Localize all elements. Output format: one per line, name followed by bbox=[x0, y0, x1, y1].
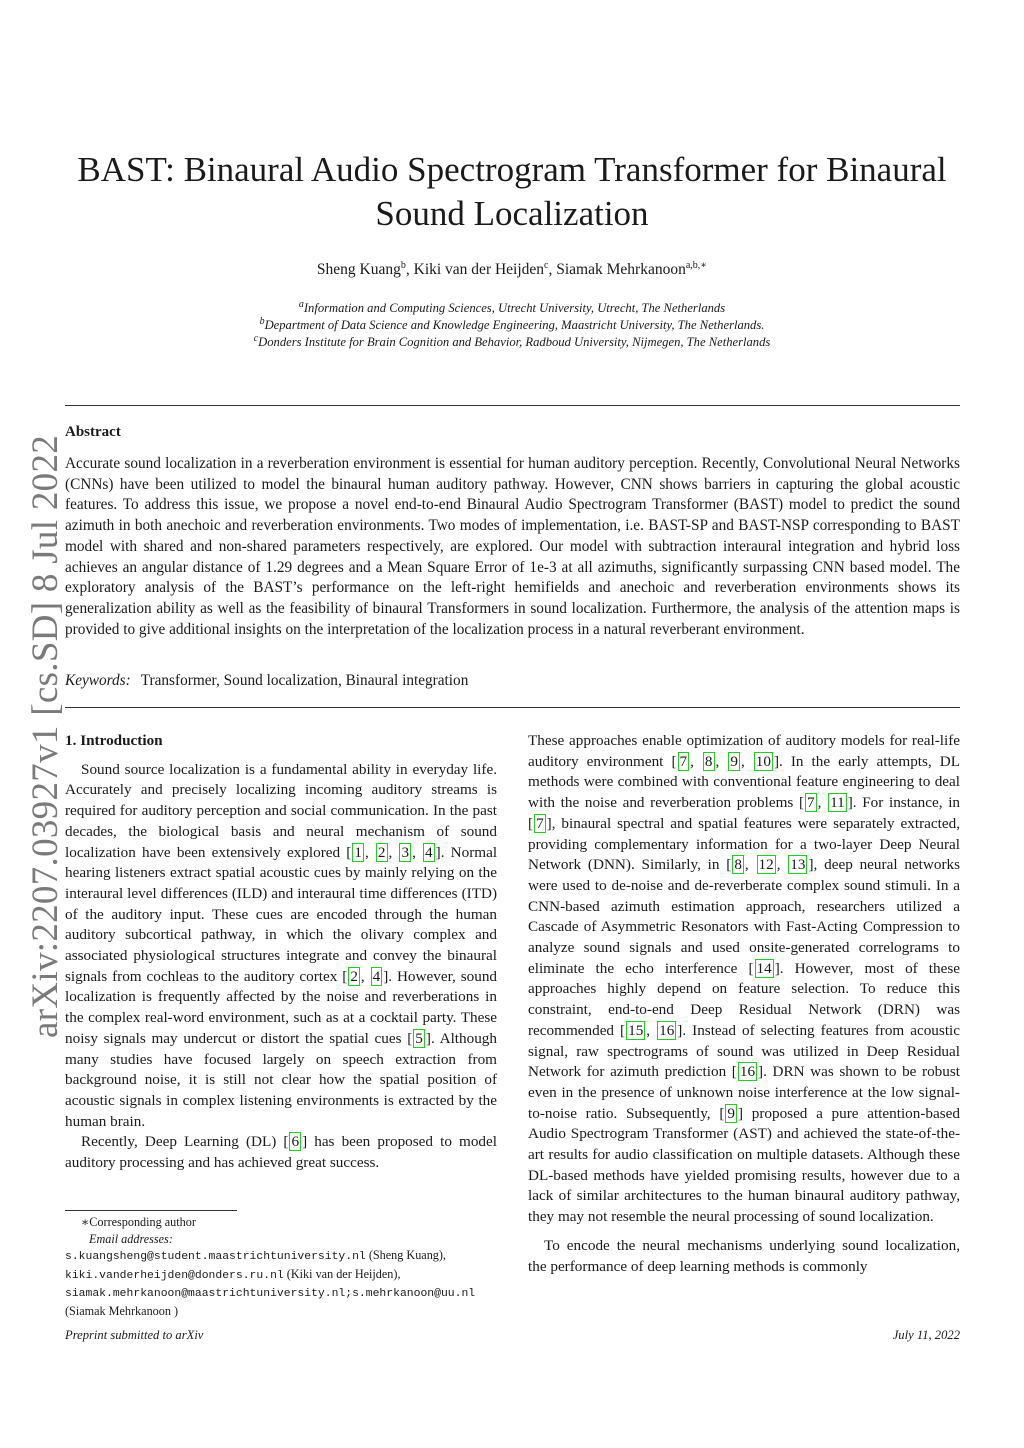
corresponding-note: ∗Corresponding author bbox=[81, 1215, 196, 1229]
abstract-text: Accurate sound localization in a reverberation environment is essential for human auditory perception. Recently, Convolutional Neural Networks (CNNs) have been utilized to model the binaural human auditory pathway. However, CNN shows barriers in capturing the global acoustic features. To address this issue, we propose a novel end-to-end Binaural Audio Spectrogram Transformer (BAST) model to predict the sound azimuth in both anechoic and reverberation environments. Two modes of implementation, i.e. BAST-SP and BAST-NSP corresponding to BAST model with shared and non-shared parameters respectively, are explored. Our model with subtraction interaural integration and hybrid loss achieves an angular distance of 1.29 degrees and a Mean Square Error of 1e-3 at all azimuths, significantly surpassing CNN based model. The exploratory analysis of the BAST’s performance on the left-right hemifields and anechoic and reverberation environments shows its generalization ability as well as the feasibility of binaural Transformers in sound localization. Furthermore, the analysis of the attention maps is provided to give additional insights on the interpretation of the localization process in a natural reverberant environment. bbox=[65, 455, 960, 638]
intro-paragraph-3: These approaches enable optimization of auditory models for real-life auditory environment [ 7 , 8 , 9 , 10 ]. In the early attempts, DL methods were combined with conventional feature engineering to deal with the noise and reverberation problems [ 7 , 11 ]. For instance, in [ 7 ], binaural spectral and spatial features were separately extracted, providing complementary information for a two-layer Deep Neural Network (DNN). Similarly, in [ 8 , 12 , 13 ], deep neural networks were used to de-noise and de-reverberate complex sound stimuli. In a CNN-based azimuth estimation approach, researchers utilized a Cascade of Asymmetric Resonators with Fast-Acting Compression to analyze sound signals and used onsite-generated correlograms to eliminate the echo interference [ 14 ]. However, most of these approaches highly depend on feature selection. To reduce this constraint, end-to-end Deep Residual Network (DRN) was recommended [ 15 , 16 ]. Instead of selecting features from acoustic signal, raw spectrograms of sound was utilized in Deep Residual Network for azimuth prediction [ 16 ]. DRN was shown to be robust even in the presence of unknown noise interference at the low signal-to-noise ratio. Subsequently, [ 9 ] proposed a pure attention-based Audio Spectrogram Transformer (AST) and achieved the state-of-the-art results for audio classification on multiple datasets. Although these DL-based methods have yielded promising results, however due to a lack of similar architectures to the human binaural auditory pathway, they may not resemble the neural processing of sound localization. bbox=[528, 732, 961, 1226]
left-column bbox=[65, 731, 497, 1174]
paper-title: BAST: Binaural Audio Spectrogram Transformer for Binaural Sound Localization bbox=[77, 150, 947, 233]
author-2: Kiki van der Heijden$^c$ bbox=[413, 260, 549, 279]
citation-link[interactable]: 4 bbox=[425, 843, 433, 861]
email-line-1: s.kuangsheng@student.maastrichtuniversity.nl (Sheng Kuang), bbox=[65, 1248, 446, 1263]
citation-link[interactable]: 7 bbox=[807, 794, 815, 812]
keywords-list: Transformer, Sound localization, Binaural integration bbox=[140, 672, 469, 689]
author-list: Sheng Kuang$^b$, Kiki van der Heijden$^c$, Siamak Mehrkanoon$^{a,b,∗}$ bbox=[316, 260, 708, 279]
citation-link[interactable]: 8 bbox=[704, 752, 713, 770]
citation-link[interactable]: 10 bbox=[755, 752, 771, 770]
citation-link[interactable]: 16 bbox=[739, 1063, 756, 1081]
affiliation-c: $^c$Donders Institute for Brain Cognition and Behavior, Radboud University, Nijmegen, The Netherlands bbox=[253, 333, 771, 350]
citation-link[interactable]: 8 bbox=[734, 856, 742, 874]
citation-link[interactable]: 7 bbox=[679, 752, 688, 770]
email-line-2: kiki.vanderheijden@donders.ru.nl (Kiki van der Heijden), bbox=[65, 1266, 401, 1282]
keywords-label: Keywords: bbox=[65, 672, 131, 689]
citation-link[interactable]: 5 bbox=[415, 1029, 423, 1047]
email-link[interactable]: s.kuangsheng@student.maastrichtuniversity.nl bbox=[65, 1251, 366, 1263]
intro-paragraph-4: To encode the neural mechanisms underlying sound localization, the performance of deep learning methods is commonly bbox=[528, 1236, 960, 1275]
citation-link[interactable]: 2 bbox=[350, 967, 358, 985]
intro-paragraph-2: Recently, Deep Learning (DL) [ 6 ] has been proposed to model auditory processing and has achieved great success. bbox=[65, 1133, 497, 1172]
footer-right: July 11, 2022 bbox=[892, 1328, 960, 1342]
citation-link[interactable]: 11 bbox=[830, 794, 845, 812]
email-link[interactable]: kiki.vanderheijden@donders.ru.nl bbox=[65, 1269, 284, 1282]
citation-link[interactable]: 15 bbox=[628, 1021, 644, 1039]
email-line-3 bbox=[65, 1284, 535, 1303]
citation-link[interactable]: 9 bbox=[730, 752, 738, 770]
section-heading: 1. Introduction bbox=[65, 732, 163, 749]
right-column bbox=[528, 731, 960, 1277]
footnote bbox=[65, 1214, 535, 1319]
citation-link[interactable]: 2 bbox=[377, 843, 386, 861]
email-link[interactable]: siamak.mehrkanoon@maastrichtuniversity.nl;s.mehrkanoon@uu.nl bbox=[65, 1288, 476, 1300]
email-line-4: (Siamak Mehrkanoon ) bbox=[65, 1303, 179, 1318]
affiliation-b: $^b$Department of Data Science and Knowledge Engineering, Maastricht University, The Netherlands. bbox=[259, 316, 765, 333]
footer-left: Preprint submitted to arXiv bbox=[65, 1328, 204, 1342]
citation-link[interactable]: 6 bbox=[291, 1133, 300, 1151]
citation-link[interactable]: 7 bbox=[536, 814, 544, 832]
abstract-heading: Abstract bbox=[65, 424, 121, 440]
footnote-rule bbox=[65, 1210, 237, 1211]
citation-link[interactable]: 14 bbox=[756, 959, 772, 977]
intro-paragraph-1: Sound source localization is a fundamental ability in everyday life. Accurately and precisely localizing incoming auditory streams is required for auditory perception and social communication. In the past decades, the biological basis and neural mechanism of sound localization have been extensively explored [ 1 , 2 , 3 , 4 ]. Normal hearing listeners extract spatial acoustic cues by mainly relying on the interaural level differences (ILD) and interaural time differences (ITD) of the auditory input. These cues are encoded through the human auditory subcortical pathway, in which the olivary complex and associated physiological structures integrate and convey the binaural signals from cochleas to the auditory cortex [ 2 , 4 ]. However, sound localization is frequently affected by the noise and reverberations in the complex real-word environment, such as at a cocktail party. These noisy signals may undercut or distort the spatial cues [ 5 ]. Although many studies have focused largely on speech extraction from background noise, it is still not clear how the spatial position of acoustic signals in complex listening environments is extracted by the human brain. bbox=[65, 760, 498, 1130]
keywords bbox=[65, 672, 468, 690]
citation-link[interactable]: 16 bbox=[659, 1021, 675, 1039]
citation-link[interactable]: 9 bbox=[727, 1104, 735, 1122]
email-label: Email addresses: bbox=[89, 1231, 173, 1246]
author-3: Siamak Mehrkanoon$^{a,b,∗}$ bbox=[556, 260, 708, 279]
citation-link[interactable]: 3 bbox=[401, 843, 410, 861]
affiliation-a: $^a$Information and Computing Sciences, Utrecht University, Utrecht, The Netherlands bbox=[298, 299, 726, 316]
divider-top bbox=[65, 405, 960, 406]
citation-link[interactable]: 1 bbox=[354, 843, 362, 861]
arxiv-stamp: arXiv:2207.03927v1 [cs.SD] 8 Jul 2022 bbox=[25, 434, 66, 1038]
author-1: Sheng Kuang$^b$ bbox=[316, 260, 406, 279]
citation-link[interactable]: 13 bbox=[790, 856, 806, 874]
citation-link[interactable]: 4 bbox=[372, 967, 381, 985]
citation-link[interactable]: 12 bbox=[758, 856, 774, 874]
divider-bottom bbox=[65, 707, 960, 708]
